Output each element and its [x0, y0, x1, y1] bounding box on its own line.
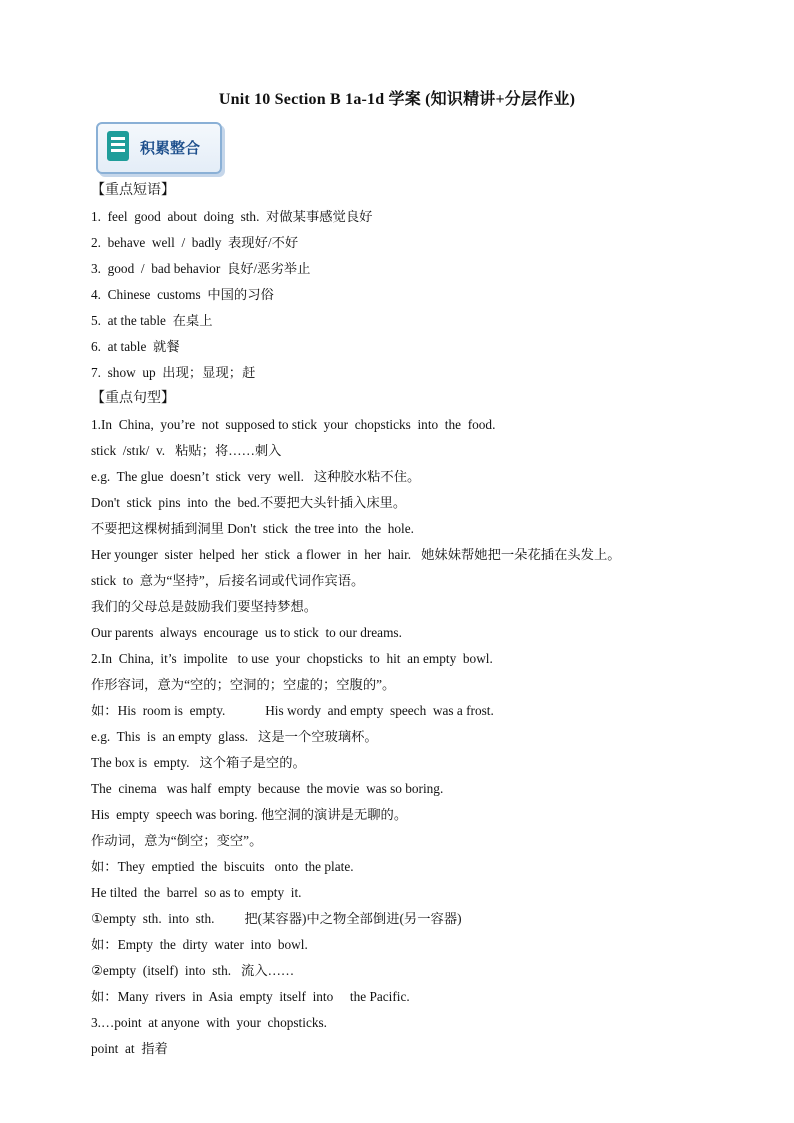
text-line: 4. Chinese customs 中国的习俗	[91, 287, 274, 302]
text-line: 1. feel good about doing sth. 对做某事感觉良好	[91, 209, 373, 224]
text-line: 如：They emptied the biscuits onto the plate.	[91, 859, 354, 874]
text-line: stick to 意为“坚持”，后接名词或代词作宾语。	[91, 573, 365, 588]
text-line: stick /stɪk/ v. 粘贴；将……刺入	[91, 443, 282, 458]
text-line: 6. at table 就餐	[91, 339, 180, 354]
book-icon	[107, 131, 129, 161]
text-line: 3. good / bad behavior 良好/恶劣举止	[91, 261, 311, 276]
text-line: 3.…point at anyone with your chopsticks.	[91, 1015, 327, 1030]
text-line: 如：His room is empty. His wordy and empty speech was a frost.	[91, 703, 494, 718]
text-line: The box is empty. 这个箱子是空的。	[91, 755, 306, 770]
text-line: 2. behave well / badly 表现好/不好	[91, 235, 299, 250]
section-heading: 【重点短语】	[91, 183, 175, 198]
text-line: Our parents always encourage us to stick to our dreams.	[91, 625, 402, 640]
text-line: 我们的父母总是鼓励我们要坚持梦想。	[91, 599, 318, 614]
section-badge	[96, 122, 222, 174]
text-line: ①empty sth. into sth. 把(某容器)中之物全部倒进(另一容器)	[91, 911, 462, 926]
section-heading: 【重点句型】	[91, 391, 175, 406]
text-line: 1.In China, you’re not supposed to stick your chopsticks into the food.	[91, 417, 496, 432]
text-line: He tilted the barrel so as to empty it.	[91, 885, 302, 900]
text-line: Don't stick pins into the bed.不要把大头针插入床里。	[91, 495, 407, 510]
text-line: 不要把这棵树插到洞里 Don't stick the tree into the hole.	[91, 521, 414, 536]
text-line: 如：Many rivers in Asia empty itself into the Pacific.	[91, 989, 410, 1004]
text-line: 作动词，意为“倒空；变空”。	[91, 833, 263, 848]
text-line: The cinema was half empty because the movie was so boring.	[91, 781, 444, 796]
text-line: e.g. This is an empty glass. 这是一个空玻璃杯。	[91, 729, 378, 744]
badge-label: 积累整合	[140, 139, 201, 157]
text-line: 作形容词，意为“空的；空洞的；空虚的；空腹的”。	[91, 677, 396, 692]
text-line: 5. at the table 在桌上	[91, 313, 213, 328]
text-line: 如：Empty the dirty water into bowl.	[91, 937, 308, 952]
text-line: ②empty (itself) into sth. 流入……	[91, 963, 295, 978]
text-line: e.g. The glue doesn’t stick very well. 这种胶水粘不住。	[91, 469, 421, 484]
text-line: His empty speech was boring. 他空洞的演讲是无聊的。	[91, 807, 408, 822]
text-line: point at 指着	[91, 1041, 168, 1056]
document-body	[91, 178, 731, 1062]
text-line: Her younger sister helped her stick a flower in her hair. 她妹妹帮她把一朵花插在头发上。	[91, 547, 621, 562]
text-line: 2.In China, it’s impolite to use your chopsticks to hit an empty bowl.	[91, 651, 493, 666]
text-line: 7. show up 出现；显现；赶	[91, 365, 256, 380]
page-title: Unit 10 Section B 1a-1d 学案 (知识精讲+分层作业)	[218, 91, 576, 108]
